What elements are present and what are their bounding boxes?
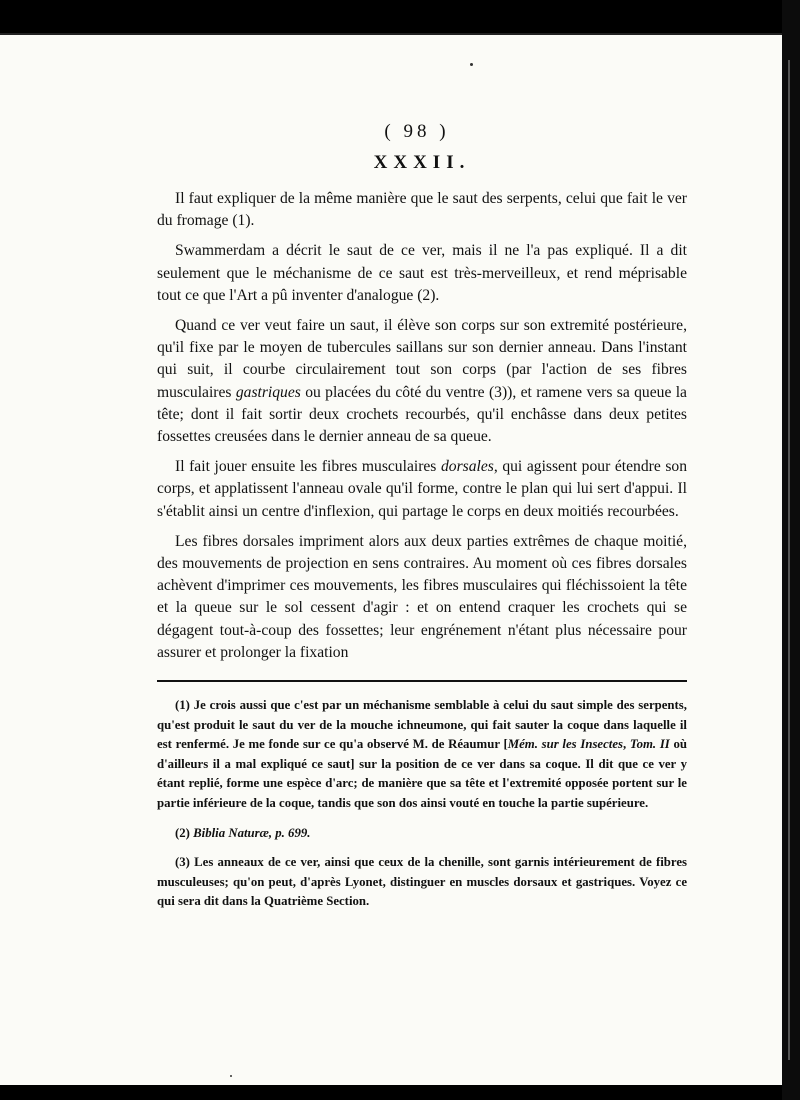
footnote-italic: Biblia Naturæ, p. 699. [193,825,311,840]
paragraph-text: Il fait jouer ensuite les fibres musculaires [175,458,441,476]
footnote-text: (1) Je crois aussi que c'est par un méchanisme semblable à celui du saut simple des serpents, qu'est produit le saut du ver de la mouche ichneumone, qui fait sauter la coque dans laquelle il est renfermé. Je me fonde sur ce qu'a observé M. de Réaumur [ [157,698,687,752]
footnote-text: où d'ailleurs il a mal expliqué ce saut] sur la position de ce ver dans sa coque. Il dit que ce ver y étant replié, forme une espèce d'arc; de manière que sa tête et l'extremité opposée portent sur le partie inférieure de la coque, tandis que son dos ainsi vouté en touche la partie supérieure. [157,737,687,811]
paragraph [157,531,687,664]
paragraph [157,188,687,232]
scan-speck [230,1075,232,1077]
paragraph [157,315,687,448]
footnote-text: (2) [175,825,194,840]
paragraph-text: Les fibres dorsales impriment alors aux deux parties extrêmes de chaque moitié, des mouvements de projection en sens contraires. Au moment où ces fibres dorsales achèvent d'imprimer ces mouvements, les fibres musculaires qui fléchissoient la tête et la queue sur le sol cessent d'agir : et on entend craquer les crochets qui se dégagent tout-à-coup des fossettes; leur engrénement n'étant plus nécessaire pour assurer et prolonger la fixation [157,532,687,661]
page-content [157,115,687,918]
page-sheet [0,33,782,1085]
scan-edge [782,0,800,1100]
scan-speck [470,63,473,66]
footnote-italic: Tom. II [629,737,670,752]
footnote-3 [157,853,687,912]
italic-term: dorsales [440,458,494,476]
page-number: ( 98 ) [384,121,450,142]
footnote-divider [157,680,687,682]
paragraph-text: ou placées du côté du ventre (3)), et ramene vers sa queue la tête; dont il fait sortir deux crochets recourbés, qu'il enchâsse dans deux petites fossettes creusées dans le dernier anneau de sa queue. [157,383,687,446]
paragraph [157,456,687,523]
italic-term: gastriques [235,383,301,401]
body-text [157,188,687,664]
paragraph [157,240,687,307]
paragraph-text: Il faut expliquer de la même manière que le saut des serpents, celui que fait le ver du fromage (1). [157,190,687,230]
paragraph-text: Quand ce ver veut faire un saut, il élève son corps sur son extremité postérieure, qu'il fixe par le moyen de tubercules saillans sur son dernier anneau. Dans l'instant qui suit, il courbe circulairement tout son corps (par l'action de ses fibres musculaires [157,317,687,401]
footnotes [157,696,687,912]
scan-edge-line [788,60,790,1060]
section-heading: XXXII. [373,152,471,173]
footnote-text: , [623,737,630,752]
footnote-italic: Mém. sur les Insectes [507,737,624,752]
footnote-2 [157,824,687,844]
footnote-text: (3) Les anneaux de ce ver, ainsi que ceux de la chenille, sont garnis intérieurement de fibres musculeuses; qu'on peut, d'après Lyonet, distinguer en muscles dorsaux et gastriques. Voyez ce qui sera dit dans la Quatrième Section. [157,855,687,909]
paragraph-text: Swammerdam a décrit le saut de ce ver, mais il ne l'a pas expliqué. Il a dit seulement que le méchanisme de ce saut est très-merveilleux, et rend méprisable tout ce que l'Art a pû inventer d'analogue (2). [157,242,687,304]
paragraph-text: , qui agissent pour étendre son corps, et applatissent l'anneau ovale qu'il forme, contre le plan qui lui sert d'appui. Il s'établit ainsi un centre d'inflexion, qui partage le corps en deux moitiés recourbées. [157,458,687,520]
footnote-1 [157,696,687,814]
